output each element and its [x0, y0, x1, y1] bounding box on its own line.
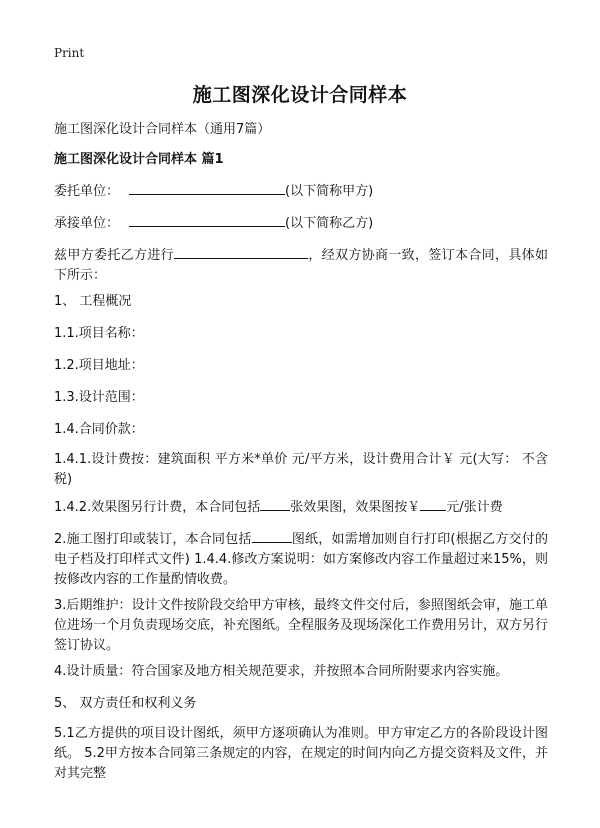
- agreement-prefix: 兹甲方委托乙方进行: [54, 248, 174, 263]
- item-1-4-2-c: 元/张计费: [446, 500, 503, 515]
- section-2-a: 2.施工图打印或装订，本合同包括: [54, 532, 252, 547]
- section-heading: 施工图深化设计合同样本 篇1: [54, 152, 224, 167]
- section-5-heading: 5、 双方责任和权利义务: [54, 696, 197, 711]
- item-1-4: 1.4.合同价款：: [54, 422, 144, 437]
- client-line: [54, 180, 550, 202]
- agreement-paragraph: [54, 244, 548, 286]
- section-2-paragraph: [54, 528, 548, 590]
- document-title: 施工图深化设计合同样本: [192, 84, 408, 106]
- item-1-4-2-b: 张效果图，效果图按￥: [290, 500, 421, 515]
- contractor-blank: [129, 212, 285, 227]
- contractor-suffix: (以下简称乙方): [285, 216, 374, 231]
- document-subtitle: 施工图深化设计合同样本（通用7篇）: [54, 122, 271, 137]
- section-1-heading: 1、 工程概况: [54, 294, 132, 309]
- section-3-paragraph: 3.后期维护：设计文件按阶段交给甲方审核，最终文件交付后，参照图纸会审，施工单位进场一个月负责现场交底，补充图纸。全程服务及现场深化工作费用另计，双方另行签订协议。: [54, 598, 549, 653]
- drawings-blank: [252, 528, 292, 543]
- item-1-4-1: 1.4.1.设计费按：建筑面积 平方米*单价 元/平方米，设计费用合计￥ 元(大写： 不含税): [54, 452, 548, 487]
- item-1-1: 1.1.项目名称：: [54, 326, 144, 341]
- section-2-b: 图纸，如需增加则自行打印(根据乙方交付的电子档及打印样式文件) 1.4.4.修改方案说明：如方案修改内容工作量超过来15%，则按修改内容的工作量酌情收费。: [54, 532, 548, 587]
- renderings-count-blank: [260, 496, 290, 511]
- item-1-2: 1.2.项目地址：: [54, 358, 144, 373]
- item-1-3: 1.3.设计范围：: [54, 390, 144, 405]
- client-blank: [129, 180, 285, 195]
- agreement-blank: [174, 244, 308, 259]
- rendering-price-blank: [420, 496, 446, 511]
- agreement-suffix: ，经双方协商一致，签订本合同，具体如下所示：: [54, 248, 548, 283]
- item-1-4-2-a: 1.4.2.效果图另行计费，本合同包括: [54, 500, 261, 515]
- client-suffix: (以下简称甲方): [285, 184, 374, 199]
- contractor-label: 承接单位：: [54, 216, 120, 231]
- item-1-4-2: [54, 496, 550, 518]
- section-4-paragraph: 4.设计质量：符合国家及地方相关规范要求，并按照本合同所附要求内容实施。: [54, 664, 509, 679]
- contractor-line: [54, 212, 550, 234]
- print-label[interactable]: Print: [54, 46, 85, 60]
- section-5-1-paragraph: 5.1乙方提供的项目设计图纸，须甲方逐项确认为准则。甲方审定乙方的各阶段设计图纸。 5.2甲方按本合同第三条规定的内容，在规定的时间内向乙方提交资料及文件，并对其完整: [54, 726, 548, 781]
- client-label: 委托单位：: [54, 184, 120, 199]
